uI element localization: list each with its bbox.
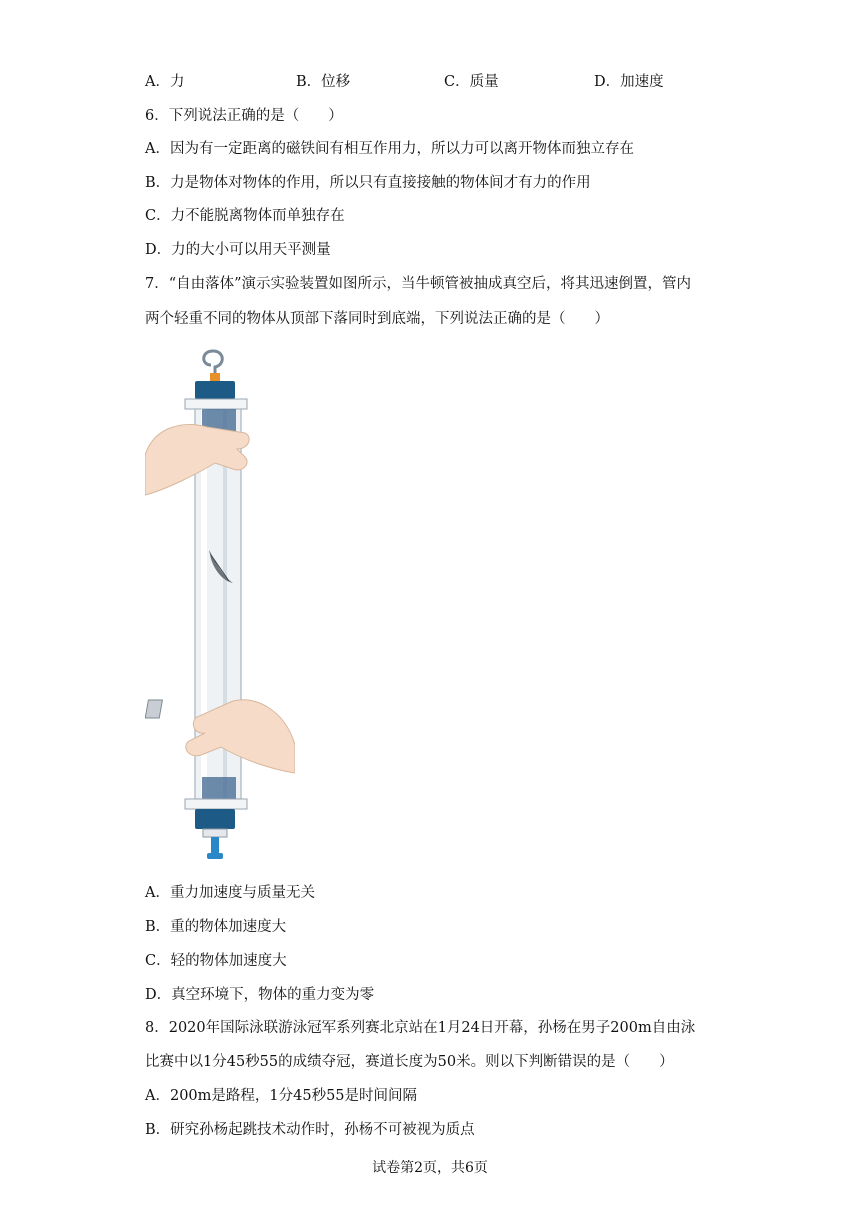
hook-icon xyxy=(204,351,223,375)
newton-tube-figure xyxy=(145,345,295,865)
q7-option-c: C．轻的物体加速度大 xyxy=(145,953,287,969)
bottom-stopper xyxy=(195,809,235,829)
inner-bottom-plug xyxy=(202,777,236,799)
top-flange xyxy=(185,399,247,409)
top-stopper xyxy=(195,381,235,399)
newton-tube-illustration xyxy=(145,345,295,865)
q6-option-d: D．力的大小可以用天平测量 xyxy=(145,242,331,258)
page-footer: 试卷第2页，共6页 xyxy=(372,1160,488,1176)
q5-option-a: A．力 xyxy=(145,74,185,90)
q6-option-b: B．力是物体对物体的作用，所以只有直接接触的物体间才有力的作用 xyxy=(145,175,591,191)
q5-option-b: B．位移 xyxy=(296,74,351,90)
hook-knob xyxy=(210,373,220,381)
q6-stem: 6．下列说法正确的是（ ） xyxy=(145,108,343,124)
valve-body xyxy=(203,829,227,837)
q7-option-d: D．真空环境下，物体的重力变为零 xyxy=(145,987,375,1003)
q8-option-b: B．研究孙杨起跳技术动作时，孙杨不可被视为质点 xyxy=(145,1122,475,1138)
valve-tip xyxy=(207,853,223,859)
valve-stem xyxy=(211,837,219,855)
coin-icon xyxy=(145,700,162,718)
q7-option-b: B．重的物体加速度大 xyxy=(145,919,287,935)
q7-stem-line2: 两个轻重不同的物体从顶部下落同时到底端，下列说法正确的是（ ） xyxy=(145,311,609,327)
q5-option-c: C．质量 xyxy=(444,74,499,90)
q6-option-a: A．因为有一定距离的磁铁间有相互作用力，所以力可以离开物体而独立存在 xyxy=(145,141,634,157)
q8-option-a: A．200m是路程，1分45秒55是时间间隔 xyxy=(145,1088,418,1104)
q6-option-c: C．力不能脱离物体而单独存在 xyxy=(145,208,345,224)
q8-stem-line1: 8．2020年国际泳联游泳冠军系列赛北京站在1月24日开幕，孙杨在男子200m自由泳 xyxy=(145,1020,696,1036)
q7-option-a: A．重力加速度与质量无关 xyxy=(145,885,315,901)
bottom-flange xyxy=(185,799,247,809)
q7-stem-line1: 7．“自由落体”演示实验装置如图所示，当牛顿管被抽成真空后，将其迅速倒置，管内 xyxy=(145,276,692,292)
q5-option-d: D．加速度 xyxy=(594,74,664,90)
q8-stem-line2: 比赛中以1分45秒55的成绩夺冠，赛道长度为50米。则以下判断错误的是（ ） xyxy=(145,1054,674,1070)
